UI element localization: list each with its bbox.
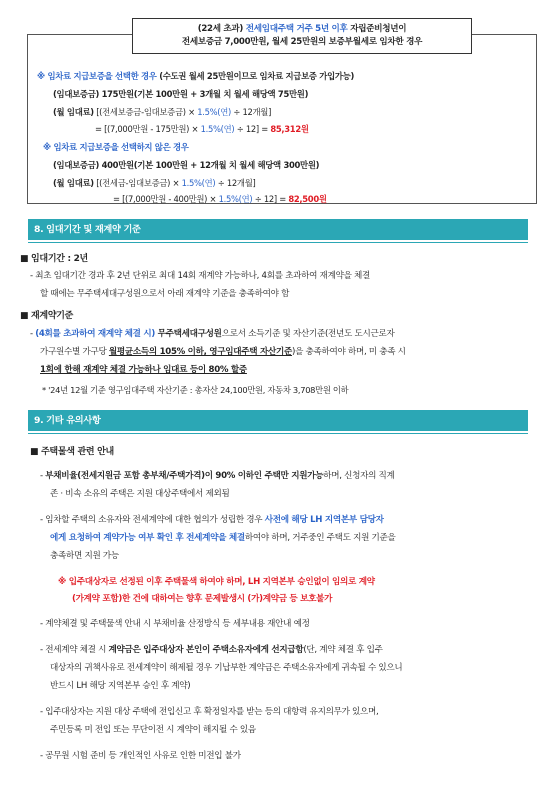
case1-title-main: ※ 임차료 지급보증을 선택한 경우: [37, 71, 160, 81]
case2-rent-rate: 1.5%(연): [181, 178, 216, 188]
item2-highlight-b: 에게 요청하여 계약가능 여부 확인 후 전세계약을 체결: [50, 533, 245, 543]
case1-title: [37, 70, 354, 82]
item4-start: - 전세계약 체결 시: [40, 645, 109, 655]
item2-start: - 임차할 주택의 소유자와 전세계약에 대한 협의가 성립한 경우: [40, 515, 265, 525]
section9-item6: - 공무원 시험 준비 등 개인적인 사유로 인한 미전입 불가: [40, 751, 241, 761]
case1-rent-formula: [(전세보증금-임대보증금) ×: [93, 107, 198, 117]
section8-title-bar: 8. 임대기간 및 재계약 기준: [28, 219, 528, 240]
case2-rent-label: (월 임대료): [53, 178, 94, 188]
case1-title-note: (수도권 월세 25만원이므로 임차료 지급보증 가입가능): [159, 71, 354, 81]
renewal-line2-start: 가구원수별 가구당: [40, 347, 109, 357]
case1-deposit: (임대보증금) 175만원(기본 100만원 + 3개월 치 월세 해당액 75만원): [53, 89, 309, 99]
header-age: (22세 초과): [197, 24, 246, 34]
section8-period-text-line2: 할 때에는 무주택세대구성원으로서 아래 재계약 기준을 충족하여야 함: [40, 289, 290, 299]
section9-title-bar: 9. 기타 유의사항: [28, 410, 528, 431]
section8-period-text-line1: - 최초 임대기간 경과 후 2년 단위로 최대 14회 재계약 가능하나, 4회를 초과하여 재계약을 체결: [30, 271, 371, 281]
section8-renewal-line1: [30, 327, 395, 339]
case1-calc-formula: = [(7,000만원 - 175만원) ×: [95, 124, 201, 134]
section9-warning-line2: (가계약 포함)한 건에 대하여는 향후 문제발생시 (가)계약금 등 보호불가: [72, 594, 333, 604]
section9-item2-line1: [40, 513, 384, 525]
section8-heading-renewal: ■ 재계약기준: [20, 311, 74, 321]
example-header: [132, 18, 472, 54]
case1-rent: [53, 106, 271, 118]
section9-item2-line3: 충족하면 지원 가능: [50, 551, 119, 561]
renewal-criteria: 으로서 소득기준 및 자산기준(전년도 도시근로자: [221, 329, 395, 339]
item4-tail: (단, 계약 체결 후 입주: [303, 645, 383, 655]
section9-heading-house-search: ■ 주택물색 관련 안내: [30, 447, 114, 457]
item2-tail: 하여야 하며, 거주중인 주택도 지원 기준을: [244, 533, 396, 543]
case2-calc-rate: 1.5%(연): [218, 194, 253, 204]
case1-calc: [95, 123, 309, 135]
example-header-line1: [133, 23, 471, 36]
renewal-condition: (4회를 초과하여 재계약 체결 시): [35, 329, 155, 339]
case2-deposit: (임대보증금) 400만원(기본 100만원 + 12개월 치 월세 해당액 300만원): [53, 160, 320, 170]
debt-ratio-rule: 부채비율(전세지원금 포함 총부채/주택가격)이 90% 이하인 주택만 지원가능: [45, 471, 324, 481]
section8-asset-note: * '24년 12월 기준 영구임대주택 자산기준 : 총자산 24,100만원, 자동차 3,708만원 이하: [42, 385, 349, 395]
case2-rent-formula: [(전세금-임대보증금) ×: [93, 178, 182, 188]
case1-calc-rate: 1.5%(연): [200, 124, 235, 134]
section9-warning-line1: ※ 입주대상자로 선정된 이후 주택물색 하여야 하며, LH 지역본부 승인없이 임의로 계약: [58, 577, 375, 587]
dash: -: [40, 471, 46, 481]
item2-highlight-a: 사전에 해당 LH 지역본부 담당자: [264, 515, 384, 525]
example-box: [27, 12, 537, 204]
case1-result: 85,312원: [270, 124, 309, 134]
case2-calc-formula: = [(7,000만원 - 400만원) ×: [113, 194, 219, 204]
case2-result: 82,500원: [288, 194, 327, 204]
case1-calc-end: ÷ 12] =: [234, 124, 271, 134]
section9-item2-line2: [50, 531, 396, 543]
renewal-subject: 무주택세대구성원: [154, 329, 222, 339]
example-header-line2: 전세보증금 7,000만원, 월세 25만원의 보증부월세로 임차한 경우: [181, 37, 423, 47]
section9-item5-line2: 주민등록 미 전입 또는 무단이전 시 계약이 해지될 수 있음: [50, 725, 256, 735]
case2-calc-end: ÷ 12] =: [252, 194, 289, 204]
case1-rent-rate: 1.5%(연): [197, 107, 231, 117]
item4-deposit-rule: 계약금은 입주대상자 본인이 주택소유자에게 선지급함: [108, 645, 304, 655]
renewal-line2-end: )을 충족하여야 하며, 미 충족 시: [292, 347, 406, 357]
section9-item5-line1: - 입주대상자는 지원 대상 주택에 전입신고 후 확정일자를 받는 등의 대항력 유지의무가 있으며,: [40, 707, 379, 717]
case2-rent: [53, 177, 255, 189]
section8-renewal-line2: [40, 345, 406, 357]
section9-item4-line1: [40, 643, 383, 655]
header-subject: 자립준비청년이: [347, 24, 407, 34]
case2-calc: [113, 193, 327, 205]
section9-item4-line2: 대상자의 귀책사유로 전세계약이 해제될 경우 기납부한 계약금은 주택소유자에게 귀속될 수 있으니: [50, 663, 403, 673]
case2-title: ※ 임차료 지급보증을 선택하지 않은 경우: [43, 142, 189, 152]
case2-rent-formula-end: ÷ 12개월]: [215, 178, 256, 188]
case1-rent-formula-end: ÷ 12개월]: [231, 107, 272, 117]
header-highlight: 전세임대주택 거주 5년 이후: [245, 24, 348, 34]
case1-rent-label: (월 임대료): [53, 107, 94, 117]
dash: -: [30, 329, 36, 339]
section9-item3: - 계약체결 및 주택물색 안내 시 부채비율 산정방식 등 세부내용 재안내 예정: [40, 619, 310, 629]
item1-tail: 하며, 신청자의 직계: [323, 471, 395, 481]
section9-item1-line1: [40, 469, 395, 481]
section9-item4-line3: 반드시 LH 해당 지역본부 승인 후 계약): [50, 681, 191, 691]
section9-item1-line2: 존 · 비속 소유의 주택은 지원 대상주택에서 제외됨: [50, 489, 230, 499]
renewal-income-criteria: 월평균소득의 105% 이하, 영구임대주택 자산기준: [108, 347, 293, 357]
section8-renewal-line3: 1회에 한해 재계약 체결 가능하나 임대료 등이 80% 할증: [40, 365, 247, 375]
section8-heading-period: ■ 임대기간 : 2년: [20, 254, 88, 264]
